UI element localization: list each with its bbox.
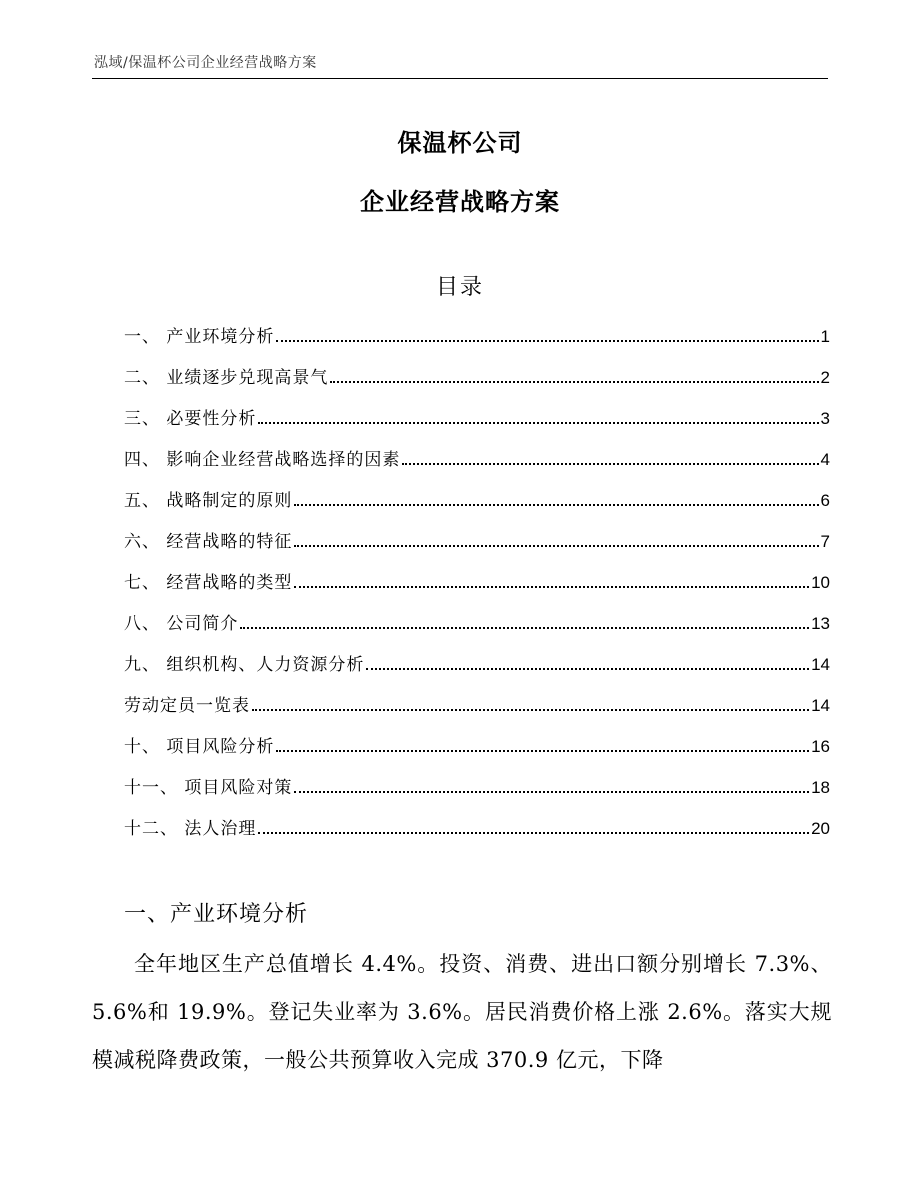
toc-entry-page: 7 — [820, 532, 830, 551]
toc-entry-page: 13 — [811, 614, 830, 633]
toc-entry[interactable] — [124, 732, 830, 773]
toc-entry[interactable] — [124, 650, 830, 691]
toc-entry-page: 14 — [811, 655, 830, 674]
toc-leader-dots — [294, 545, 818, 547]
toc-entry-label: 五、 战略制定的原则 — [124, 491, 293, 511]
toc-entry[interactable] — [124, 609, 830, 650]
toc-leader-dots — [402, 463, 818, 465]
toc-entry-label: 四、 影响企业经营战略选择的因素 — [124, 450, 401, 470]
toc-leader-dots — [330, 381, 818, 383]
toc-leader-dots — [240, 627, 809, 629]
toc-entry-page: 20 — [811, 819, 830, 838]
toc-entry-page: 18 — [811, 778, 830, 797]
toc-entry-page: 3 — [820, 409, 830, 428]
header-divider — [92, 78, 828, 79]
toc-entry-label: 二、 业绩逐步兑现高景气 — [124, 368, 329, 388]
toc-entry-page: 14 — [811, 696, 830, 715]
toc-entry-page: 2 — [820, 368, 830, 387]
toc-entry-page: 4 — [820, 450, 830, 469]
toc-entry[interactable] — [124, 445, 830, 486]
toc-leader-dots — [258, 832, 809, 834]
section-paragraph: 全年地区生产总值增长 4.4%。投资、消费、进出口额分别增长 7.3%、5.6%和 19.9%。登记失业率为 3.6%。居民消费价格上涨 2.6%。落实大规模减税降费政策，一般公共预算收入完成 370.9 亿元，下降 — [92, 952, 832, 1072]
section-heading: 一、产业环境分析 — [124, 902, 309, 927]
toc-entry-page: 10 — [811, 573, 830, 592]
toc-entry-page: 6 — [820, 491, 830, 510]
toc-entry[interactable] — [124, 363, 830, 404]
document-subtitle: 企业经营战略方案 — [360, 188, 560, 216]
toc-entry[interactable] — [124, 527, 830, 568]
toc-entry[interactable] — [124, 691, 830, 732]
toc-entry-label: 十一、 项目风险对策 — [124, 778, 293, 798]
toc-leader-dots — [258, 422, 818, 424]
document-title: 保温杯公司 — [397, 129, 523, 157]
toc-heading: 目录 — [435, 275, 484, 300]
toc-entry-label: 十、 项目风险分析 — [124, 737, 275, 757]
toc-entry-label: 一、 产业环境分析 — [124, 327, 275, 347]
running-header: 泓域/保温杯公司企业经营战略方案 — [94, 55, 317, 71]
table-of-contents — [124, 322, 830, 855]
toc-leader-dots — [294, 586, 809, 588]
toc-leader-dots — [294, 504, 818, 506]
toc-leader-dots — [276, 340, 818, 342]
toc-entry-page: 1 — [820, 327, 830, 346]
toc-entry-label: 劳动定员一览表 — [124, 696, 250, 716]
toc-entry[interactable] — [124, 814, 830, 855]
toc-leader-dots — [294, 791, 809, 793]
toc-entry-label: 十二、 法人治理 — [124, 819, 257, 839]
toc-entry[interactable] — [124, 404, 830, 445]
toc-entry[interactable] — [124, 773, 830, 814]
toc-leader-dots — [276, 750, 809, 752]
toc-entry-label: 九、 组织机构、人力资源分析 — [124, 655, 365, 675]
toc-leader-dots — [252, 709, 809, 711]
toc-entry[interactable] — [124, 322, 830, 363]
toc-entry[interactable] — [124, 568, 830, 609]
toc-leader-dots — [366, 668, 809, 670]
toc-entry-label: 三、 必要性分析 — [124, 409, 257, 429]
toc-entry-label: 六、 经营战略的特征 — [124, 532, 293, 552]
toc-entry-label: 八、 公司简介 — [124, 614, 239, 634]
toc-entry-label: 七、 经营战略的类型 — [124, 573, 293, 593]
toc-entry[interactable] — [124, 486, 830, 527]
toc-entry-page: 16 — [811, 737, 830, 756]
